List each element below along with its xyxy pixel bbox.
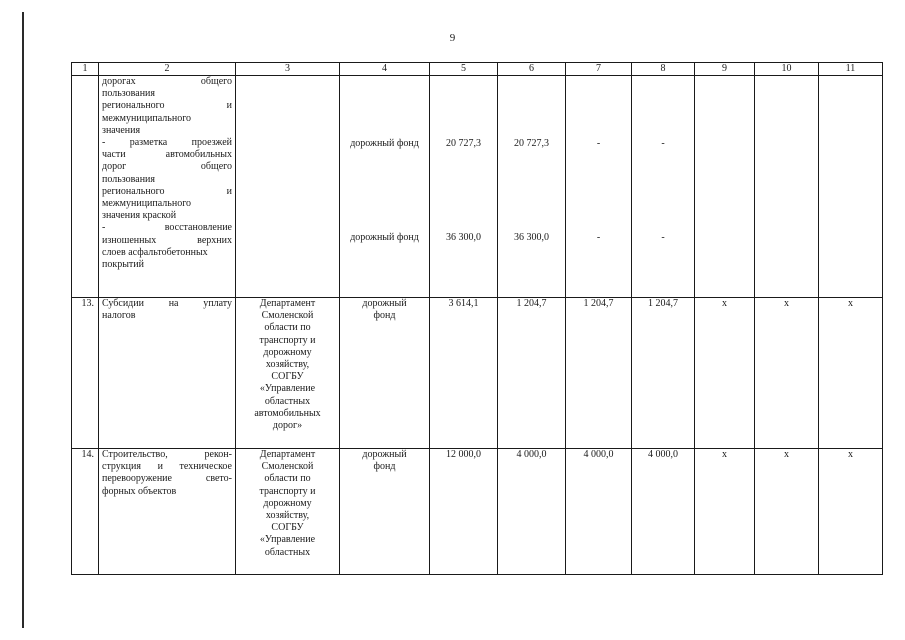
text-line: - восстановление xyxy=(102,222,232,234)
text-line: транспорту и xyxy=(259,334,316,346)
amount-cell-5: 3 614,1 xyxy=(430,298,498,449)
header-cell: 7 xyxy=(566,63,632,76)
text-line: - разметка проезжей xyxy=(102,137,232,149)
text-line: форных объектов xyxy=(102,485,177,497)
text-line: «Управление xyxy=(259,534,316,546)
text-line: Субсидии на уплату xyxy=(102,298,232,309)
description-cell xyxy=(99,76,236,298)
amount-value: 36 300,0 xyxy=(514,232,549,244)
header-cell: 3 xyxy=(236,63,340,76)
text-line: областных xyxy=(264,395,311,407)
text-line: слоев асфальтобетонных xyxy=(102,246,208,258)
header-cell: 6 xyxy=(498,63,566,76)
amount-cell-8: 4 000,0 xyxy=(632,449,695,575)
executor-cell xyxy=(236,449,340,575)
text-line: налогов xyxy=(102,310,136,322)
text-line: значения xyxy=(102,124,141,136)
fund-label: дорожный фонд xyxy=(350,232,419,244)
text-line: Смоленской xyxy=(261,310,314,322)
text-line: СОГБУ xyxy=(271,522,304,534)
text-line: дорогах общего xyxy=(102,76,232,87)
text-line: дорожному xyxy=(263,346,312,358)
mark-cell-11: х xyxy=(819,449,883,575)
executor-cell xyxy=(236,298,340,449)
text-line: Департамент xyxy=(259,298,316,309)
text-line: пользования xyxy=(102,173,155,185)
header-cell: 9 xyxy=(695,63,755,76)
header-row xyxy=(72,63,883,76)
text-line: дорожный xyxy=(362,298,407,309)
amount-value: - xyxy=(661,138,665,149)
amount-cell-7 xyxy=(566,76,632,298)
amount-cell-6: 4 000,0 xyxy=(498,449,566,575)
amount-cell-8: 1 204,7 xyxy=(632,298,695,449)
mark-cell-11: х xyxy=(819,298,883,449)
row-number: 14. xyxy=(72,449,99,575)
executor-cell xyxy=(236,76,340,298)
header-cell: 10 xyxy=(755,63,819,76)
amount-value: 20 727,3 xyxy=(514,138,549,149)
text-line: дорог общего xyxy=(102,161,232,173)
mark-cell-10: х xyxy=(755,449,819,575)
text-line: регионального и xyxy=(102,100,232,112)
text-line: Департамент xyxy=(259,449,316,460)
header-cell: 2 xyxy=(99,63,236,76)
header-cell: 5 xyxy=(430,63,498,76)
text-line: межмуниципального xyxy=(102,112,192,124)
amount-value: - xyxy=(596,138,601,149)
amount-cell-7: 1 204,7 xyxy=(566,298,632,449)
text-line: СОГБУ xyxy=(271,371,304,383)
amount-cell-6 xyxy=(498,76,566,298)
mark-cell-9: х xyxy=(695,449,755,575)
amount-value: - xyxy=(661,232,665,244)
text-line: фонд xyxy=(373,310,396,322)
text-line: хозяйству, xyxy=(265,510,310,522)
row-number: 13. xyxy=(72,298,99,449)
text-line: области по xyxy=(264,322,311,334)
text-line: части автомобильных xyxy=(102,149,232,161)
text-line: фонд xyxy=(373,461,396,473)
fund-cell xyxy=(340,449,430,575)
text-line: регионального и xyxy=(102,185,232,197)
mark-cell-10: х xyxy=(755,298,819,449)
amount-cell-5 xyxy=(430,76,498,298)
header-cell: 8 xyxy=(632,63,695,76)
empty-cell xyxy=(695,76,755,298)
fund-label: дорожный фонд xyxy=(350,138,419,149)
text-line: значения краской xyxy=(102,210,177,222)
amount-cell-8 xyxy=(632,76,695,298)
budget-table xyxy=(71,62,883,575)
text-line: области по xyxy=(264,473,311,485)
fund-cell xyxy=(340,298,430,449)
text-line: автомобильных xyxy=(254,407,321,419)
amount-cell-7: 4 000,0 xyxy=(566,449,632,575)
text-line: хозяйству, xyxy=(265,359,310,371)
left-margin-rule xyxy=(22,12,24,628)
page-number: 9 xyxy=(449,32,456,44)
description-cell xyxy=(99,449,236,575)
text-line: дорог» xyxy=(272,420,303,432)
empty-cell xyxy=(755,76,819,298)
amount-cell-6: 1 204,7 xyxy=(498,298,566,449)
table-row xyxy=(72,298,883,449)
amount-value: 36 300,0 xyxy=(446,232,481,244)
table-row xyxy=(72,449,883,575)
text-line: струкция и техническое xyxy=(102,461,232,473)
text-line: изношенных верхних xyxy=(102,234,232,246)
table-row-continued xyxy=(72,76,883,298)
header-cell: 4 xyxy=(340,63,430,76)
description-cell xyxy=(99,298,236,449)
text-line: перевооружение свето- xyxy=(102,473,232,485)
text-line: областных xyxy=(264,546,311,558)
amount-value: 20 727,3 xyxy=(446,138,481,149)
empty-cell xyxy=(819,76,883,298)
text-line: транспорту и xyxy=(259,485,316,497)
amount-cell-5: 12 000,0 xyxy=(430,449,498,575)
row-number-cell xyxy=(72,76,99,298)
text-line: Строительство, рекон- xyxy=(102,449,232,460)
text-line: пользования xyxy=(102,88,155,100)
header-cell: 11 xyxy=(819,63,883,76)
header-cell: 1 xyxy=(72,63,99,76)
text-line: межмуниципального xyxy=(102,198,192,210)
amount-value: - xyxy=(596,232,601,244)
fund-cell xyxy=(340,76,430,298)
text-line: «Управление xyxy=(259,383,316,395)
mark-cell-9: х xyxy=(695,298,755,449)
text-line: дорожный xyxy=(362,449,407,460)
text-line: дорожному xyxy=(263,497,312,509)
text-line: покрытий xyxy=(102,259,145,271)
text-line: Смоленской xyxy=(261,461,314,473)
